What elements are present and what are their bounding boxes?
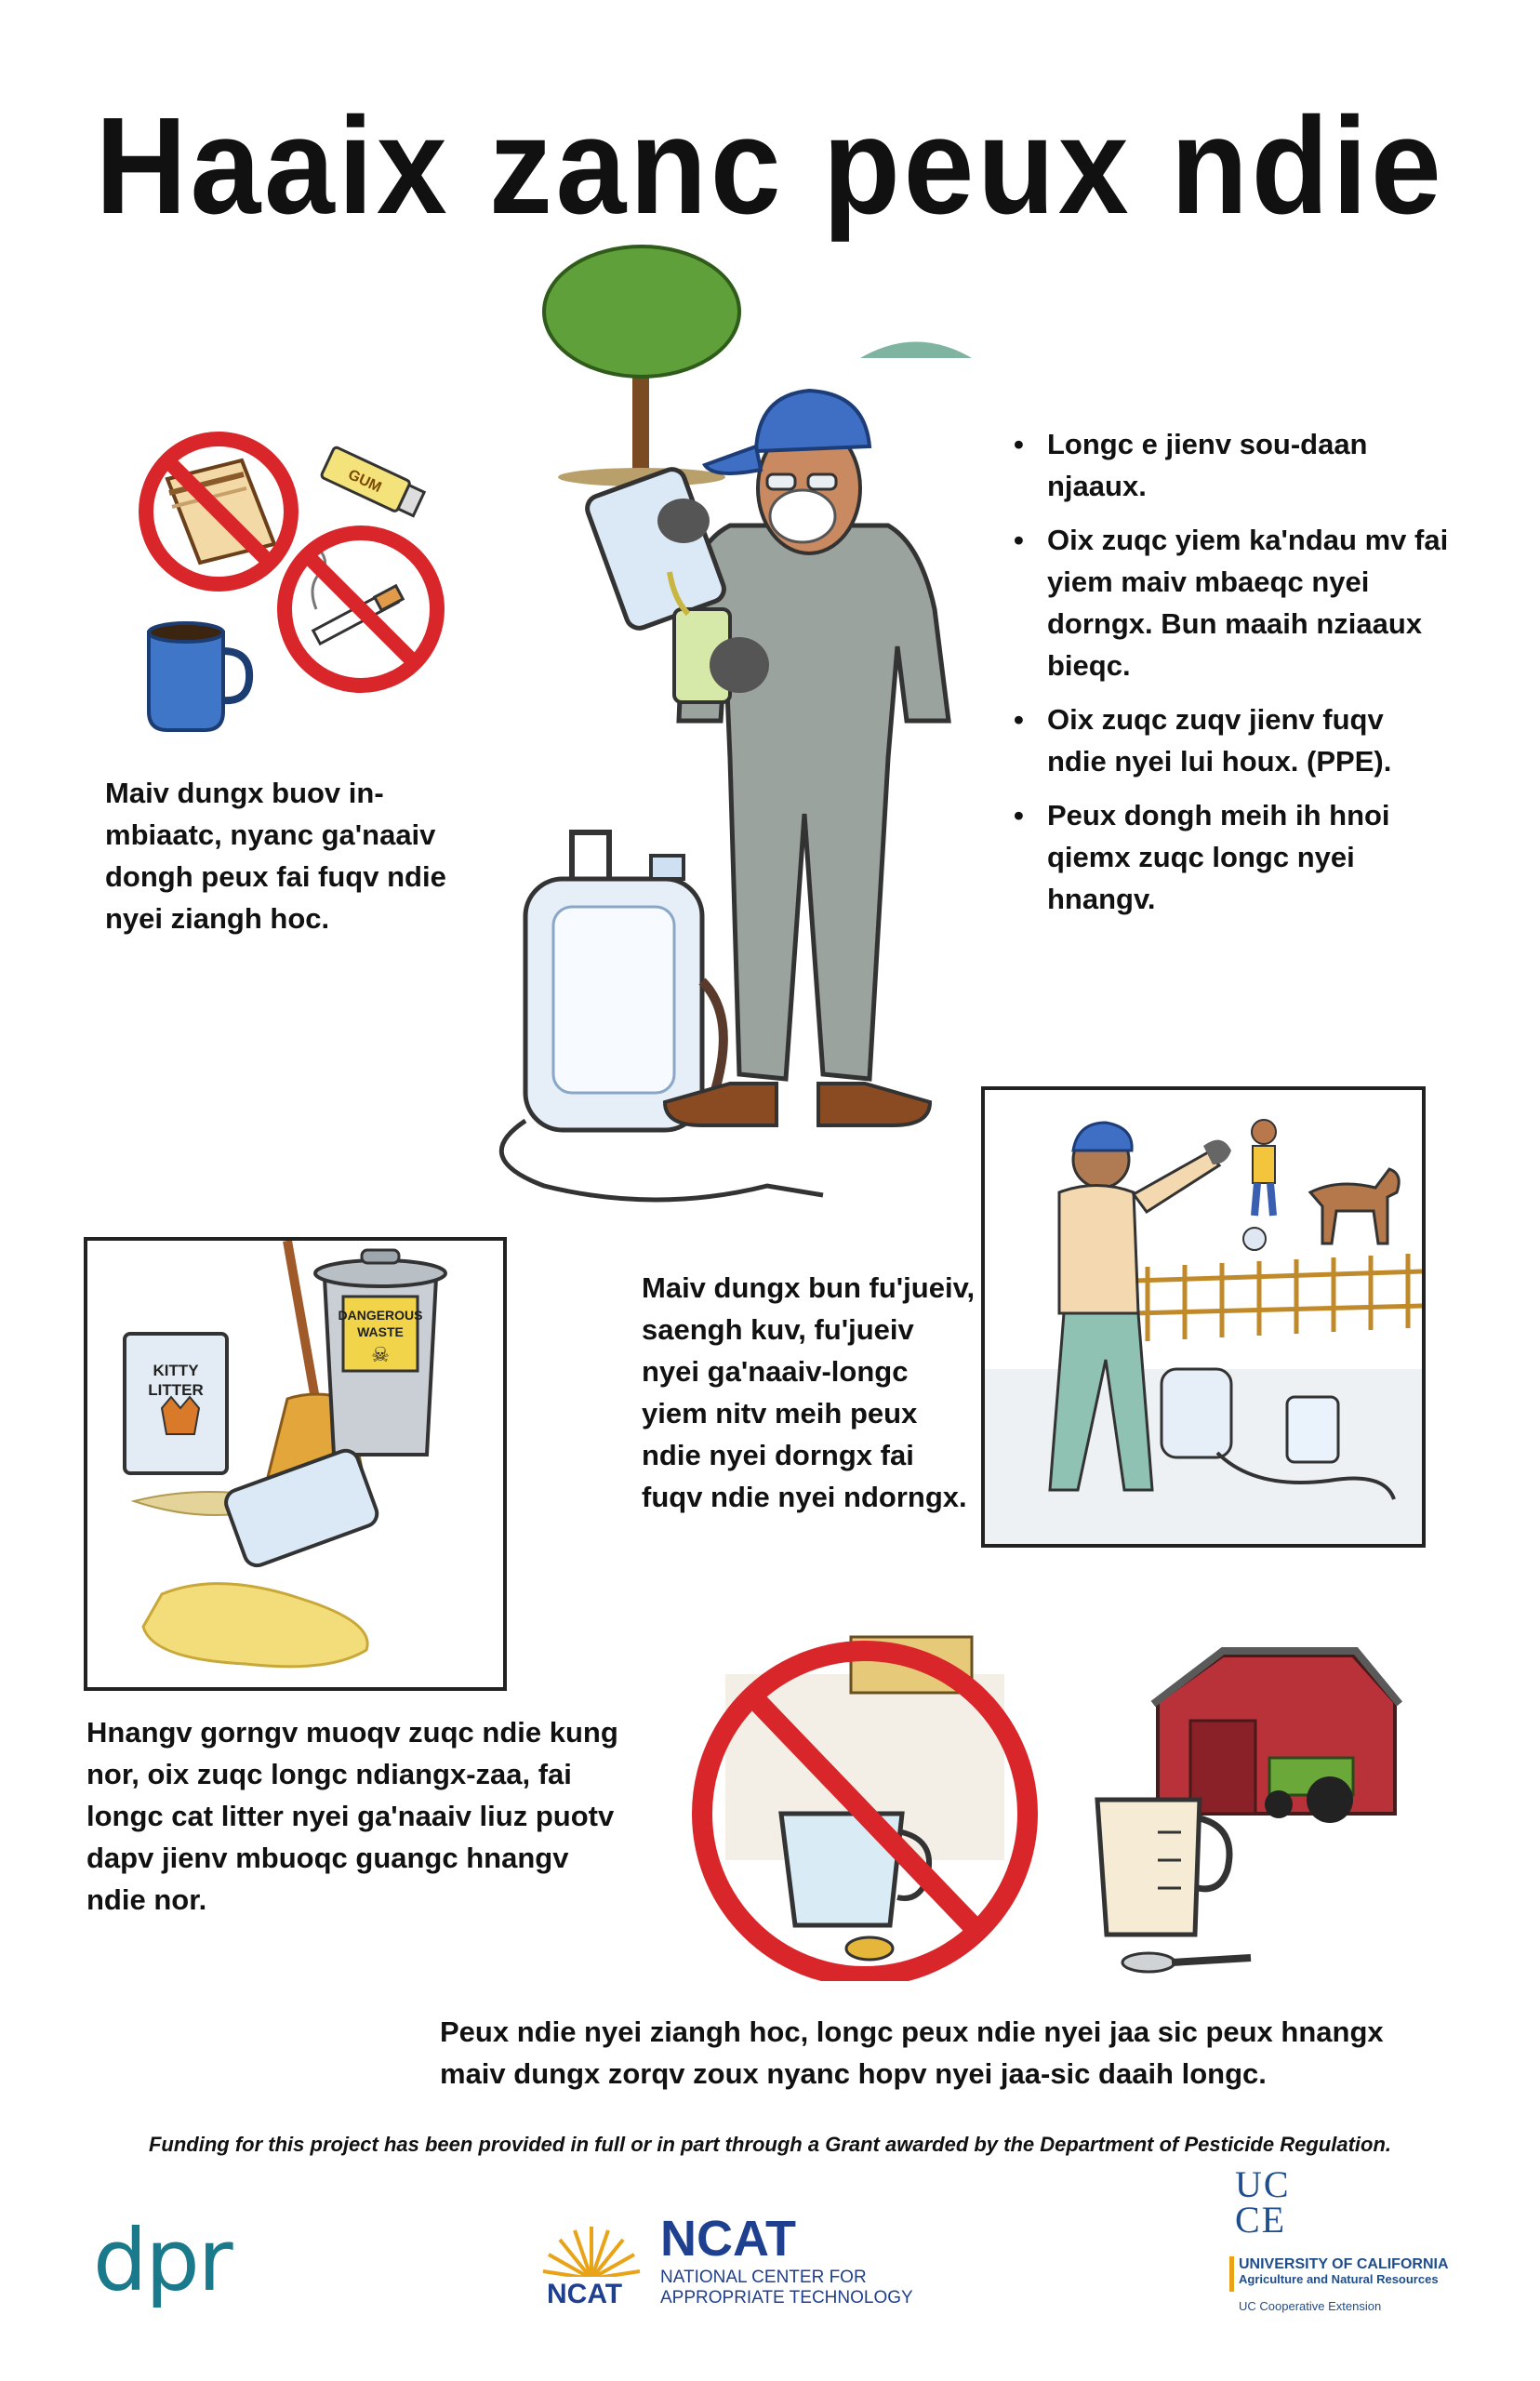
svg-text:LITTER: LITTER (148, 1381, 204, 1399)
funding-note: Funding for this project has been provided in full or in part through a Grant awarded by the Department of Pesticide Regulation. (148, 2133, 1391, 2156)
page-title: Haaix zanc peux ndie (95, 89, 1445, 243)
pesticide-cup-icon (1097, 1800, 1251, 1972)
ucce-logo (1226, 2163, 1505, 2316)
ucce-mark (1235, 2163, 1291, 2241)
ncat-subtitle-line2: APPROPRIATE TECHNOLOGY (660, 2287, 913, 2308)
fence-icon (1134, 1254, 1422, 1341)
bullet-item: • Peux dongh meih ih hnoi qiemx zuqc longc nyei hnangv. (1014, 794, 1451, 920)
dpr-logo-text: dpr (93, 2211, 232, 2310)
ncat-subtitle-line1: NATIONAL CENTER FOR (660, 2268, 867, 2287)
coffee-mug-icon (149, 623, 249, 730)
worker-mixing-illustration (451, 237, 1028, 1242)
kitty-litter-icon (125, 1334, 227, 1473)
svg-text:WASTE: WASTE (357, 1324, 404, 1339)
bullet-item: • Oix zuqc yiem ka'ndau mv fai yiem maiv mbaeqc nyei dorngx. Bun maaih nziaaux bieqc. (1014, 519, 1451, 686)
svg-text:GUM: GUM (345, 467, 384, 497)
broom-icon (287, 1241, 315, 1399)
measuring-cup-text-line1: Peux ndie nyei ziangh hoc, longc peux ndie nyei jaa sic peux hnangx (440, 2015, 1384, 2048)
dpr-logo (93, 2211, 279, 2311)
bullet-item: • Oix zuqc zuqv jienv fuqv ndie nyei lui houx. (PPE). (1014, 698, 1451, 782)
spill-icon (143, 1584, 367, 1667)
svg-text:DANGEROUS: DANGEROUS (338, 1308, 423, 1323)
measuring-cup-illustration (674, 1618, 1427, 1981)
keep-away-text: Maiv dungx bun fu'jueiv, saengh kuv, fu'jueiv nyei ga'naaiv-longc yiem nitv meih peux ndie nyei dorngx fai fuqv ndie nyei ndorngx. (642, 1271, 976, 1513)
uc-extension: UC Cooperative Extension (1239, 2299, 1382, 2313)
tree-icon (544, 246, 739, 486)
ncat-big-text: NCAT (660, 2211, 796, 2267)
svg-text:KITTY: KITTY (153, 1362, 199, 1379)
uc-name (1239, 2256, 1449, 2286)
uc-name-line2: Agriculture and Natural Resources (1239, 2271, 1439, 2286)
no-eating-text: Maiv dungx buov in-mbiaatc, nyanc ga'naaiv dongh peux fai fuqv ndie nyei ziangh hoc. (105, 777, 446, 935)
svg-text:☠: ☠ (371, 1343, 390, 1366)
measuring-cup-text-line2: maiv dungx zorqv zoux nyanc hopv nyei jaa-sic daaih longc. (440, 2057, 1267, 2090)
no-eating-illustration (112, 423, 474, 744)
spill-cleanup-frame (84, 1237, 507, 1691)
gum-icon (321, 446, 426, 519)
no-sign-icon (146, 439, 291, 584)
spill-text: Hnangv gorngv muoqv zuqc ndie kung nor, oix zuqc longc ndiangx-zaa, fai longc cat litter nyei ga'naaiv liuz puotv dapv jienv mbuoqc guangc hnangv ndie nor. (86, 1716, 618, 1916)
ncat-logo (539, 2211, 949, 2316)
bullet-item: • Longc e jienv sou-daan njaaux. (1014, 423, 1451, 507)
keep-away-frame (981, 1086, 1426, 1548)
measuring-cup-text (440, 2011, 1509, 2095)
jug-icon (222, 1447, 380, 1569)
spill-cleanup-illustration (87, 1241, 503, 1687)
trash-can-icon (315, 1250, 445, 1455)
no-smoking-sign-icon (285, 533, 437, 685)
safety-bullet-list (1014, 423, 1451, 932)
uc-name-line1: UNIVERSITY OF CALIFORNIA (1239, 2256, 1449, 2272)
uc-gold-bar (1229, 2256, 1234, 2292)
ucce-mark-line1: UC (1235, 2163, 1291, 2205)
ncat-subtitle (660, 2268, 913, 2308)
keep-away-illustration (985, 1090, 1422, 1544)
ucce-mark-line2: CE (1235, 2199, 1287, 2241)
ncat-small-text: NCAT (547, 2279, 623, 2309)
